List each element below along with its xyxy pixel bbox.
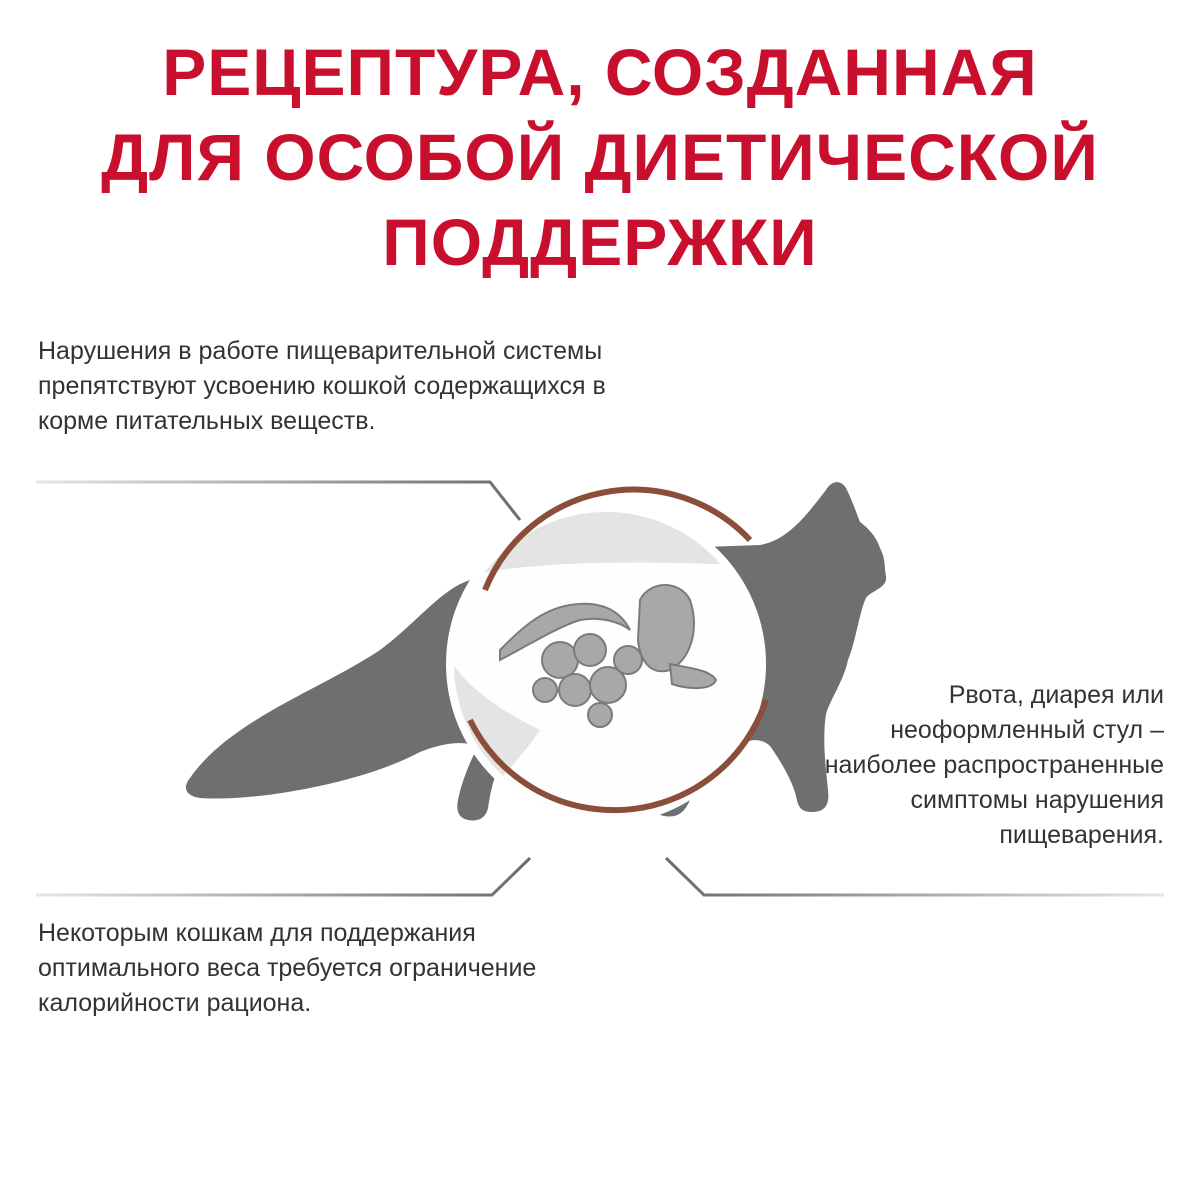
note-weight-calories: Некоторым кошкам для поддержания оптимального веса требуется ограничение калорийности рациона. (38, 919, 537, 1017)
note-digestion-absorption: Нарушения в работе пищеварительной системы препятствуют усвоению кошкой содержащихся в корме питательных веществ. (38, 337, 606, 435)
title-line-1: РЕЦЕПТУРА, СОЗДАННАЯ (162, 35, 1038, 109)
title-line-3: ПОДДЕРЖКИ (382, 205, 818, 279)
title-line-2: ДЛЯ ОСОБОЙ ДИЕТИЧЕСКОЙ (101, 120, 1099, 194)
note-symptoms: Рвота, диарея или неоформленный стул – наиболее распространенные симптомы нарушения пищеварения. (824, 681, 1164, 849)
magnifier (446, 490, 770, 824)
